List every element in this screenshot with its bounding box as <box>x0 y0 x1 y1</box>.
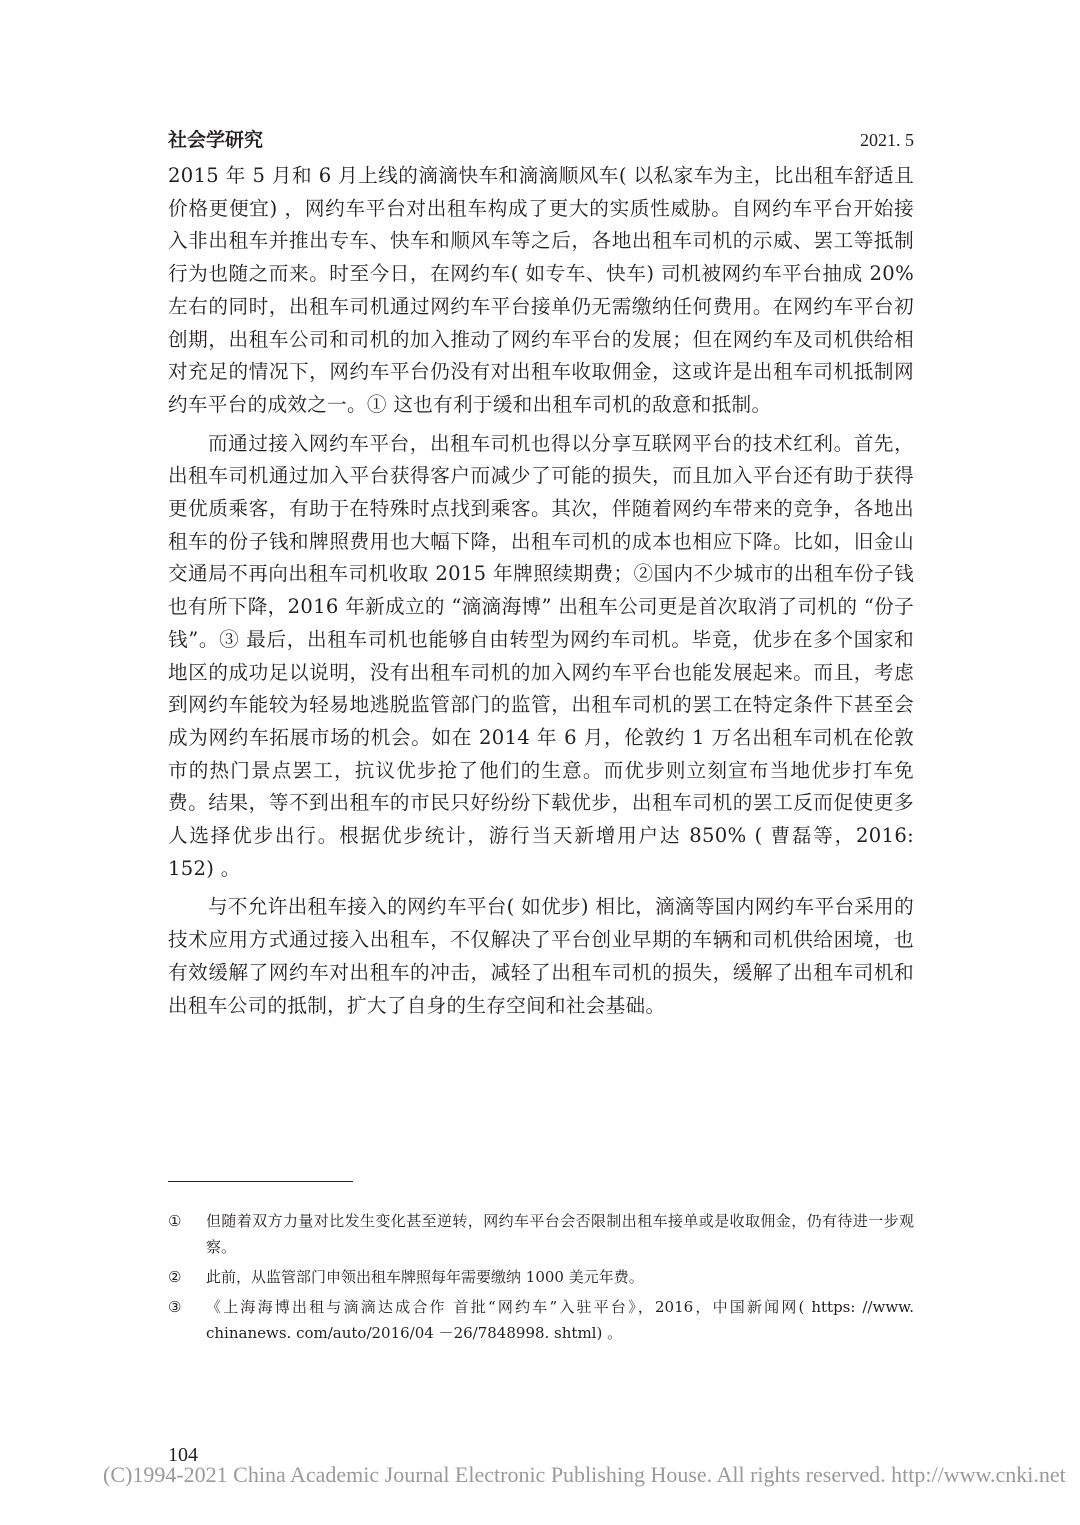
footnote-marker: ① <box>168 1212 182 1230</box>
copyright-watermark: (C)1994-2021 China Academic Journal Electronic Publishing House. All rights reserved. http://www.cnki.net <box>103 1462 1066 1487</box>
article-body <box>168 160 914 1028</box>
footnote-text: 《上海海博出租与滴滴达成合作 首批“网约车”入驻平台》，2016，中国新闻网( https: //www. chinanews. com/auto/2016/04 －26/7848998. shtml) 。 <box>206 1298 914 1342</box>
journal-name: 社会学研究 <box>168 129 264 151</box>
footnote-3 <box>168 1294 914 1346</box>
issue-number: 2021. 5 <box>860 130 914 150</box>
paragraph-2: 而通过接入网约车平台，出租车司机也得以分享互联网平台的技术红利。首先，出租车司机通过加入平台获得客户而减少了可能的损失，而且加入平台还有助于获得更优质乘客，有助于在特殊时点找到乘客。其次，伴随着网约车带来的竞争，各地出租车的份子钱和牌照费用也大幅下降，出租车司机的成本也相应下降。比如，旧金山交通局不再向出租车司机收取 2015 年牌照续期费；②国内不少城市的出租车份子钱也有所下降，2016 年新成立的 “滴滴海博” 出租车公司更是首次取消了司机的 “份子钱”。③ 最后，出租车司机也能够自由转型为网约车司机。毕竟，优步在多个国家和地区的成功足以说明，没有出租车司机的加入网约车平台也能发展起来。而且，考虑到网约车能较为轻易地逃脱监管部门的监管，出租车司机的罢工在特定条件下甚至会成为网约车拓展市场的机会。如在 2014 年 6 月，伦敦约 1 万名出租车司机在伦敦市的热门景点罢工，抗议优步抢了他们的生意。而优步则立刻宣布当地优步打车免费。结果，等不到出租车的市民只好纷纷下载优步，出租车司机的罢工反而促使更多人选择优步出行。根据优步统计，游行当天新增用户达 850% ( 曹磊等，2016: 152) 。 <box>168 431 914 880</box>
footnote-marker: ③ <box>168 1298 182 1316</box>
paragraph-1: 2015 年 5 月和 6 月上线的滴滴快车和滴滴顺风车( 以私家车为主，比出租车舒适且价格更便宜) ，网约车平台对出租车构成了更大的实质性威胁。自网约车平台开始接入非出租车并推出专车、快车和顺风车等之后，各地出租车司机的示威、罢工等抵制行为也随之而来。时至今日，在网约车( 如专车、快车) 司机被网约车平台抽成 20% 左右的同时，出租车司机通过网约车平台接单仍无需缴纳任何费用。在网约车平台初创期，出租车公司和司机的加入推动了网约车平台的发展；但在网约车及司机供给相对充足的情况下，网约车平台仍没有对出租车收取佣金，这或许是出租车司机抵制网约车平台的成效之一。① 这也有利于缓和出租车司机的敌意和抵制。 <box>168 164 914 416</box>
footnote-text: 但随着双方力量对比发生变化甚至逆转，网约车平台会否限制出租车接单或是收取佣金，仍有待进一步观察。 <box>206 1212 914 1256</box>
footnotes <box>168 1208 914 1350</box>
paragraph-3: 与不允许出租车接入的网约车平台( 如优步) 相比，滴滴等国内网约车平台采用的技术应用方式通过接入出租车，不仅解决了平台创业早期的车辆和司机供给困境，也有效缓解了网约车对出租车的冲击，减轻了出租车司机的损失，缓解了出租车司机和出租车公司的抵制，扩大了自身的生存空间和社会基础。 <box>168 895 914 1017</box>
footnote-text: 此前，从监管部门申领出租车牌照每年需要缴纳 1000 美元年费。 <box>206 1268 644 1286</box>
footnote-marker: ② <box>168 1268 182 1286</box>
footnote-2 <box>168 1264 914 1290</box>
footnote-1 <box>168 1208 914 1260</box>
page-number: 104 <box>168 1444 198 1466</box>
footnote-divider <box>168 1181 353 1182</box>
running-head <box>168 125 914 152</box>
